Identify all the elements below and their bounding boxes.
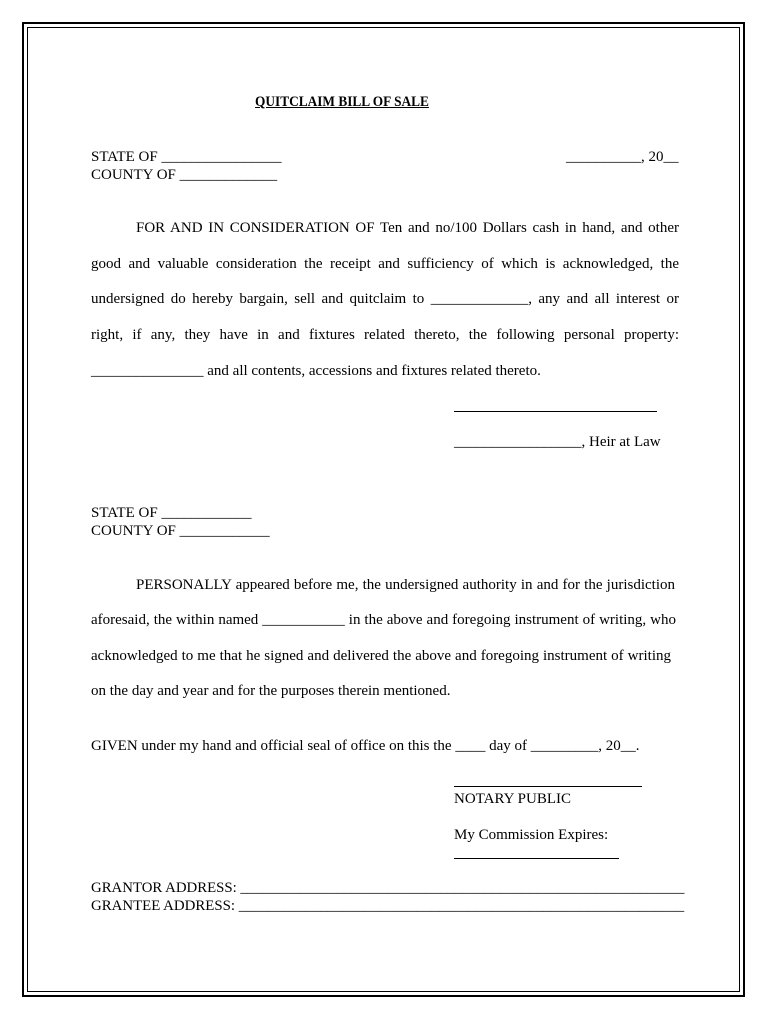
acknowledgment-line: aforesaid, the within named ___________ in the above and foregoing instrument of writing, who xyxy=(91,612,676,628)
given-clause: GIVEN under my hand and official seal of office on this the ____ day of _________, 20__. xyxy=(91,738,640,754)
acknowledgment-line: on the day and year and for the purposes therein mentioned. xyxy=(91,683,451,699)
commission-expires-line xyxy=(454,858,619,859)
acknowledgment-line: acknowledged to me that he signed and delivered the above and foregoing instrument of writing xyxy=(91,648,671,664)
county-field: COUNTY OF _____________ xyxy=(91,167,278,183)
acknowledgment-line: PERSONALLY appeared before me, the undersigned authority in and for the jurisdiction xyxy=(136,577,675,593)
heir-signature-label: _________________, Heir at Law xyxy=(454,434,661,450)
notary-signature-line xyxy=(454,786,642,787)
consideration-line: good and valuable consideration the receipt and sufficiency of which is acknowledged, the xyxy=(91,256,679,272)
grantee-address: GRANTEE ADDRESS: ____________________________________________________________ xyxy=(91,898,685,914)
consideration-line: undersigned do hereby bargain, sell and quitclaim to _____________, any and all interest or xyxy=(91,291,679,307)
commission-expires-label: My Commission Expires: xyxy=(454,827,609,843)
document-title: QUITCLAIM BILL OF SALE xyxy=(255,94,429,110)
date-field: __________, 20__ xyxy=(566,149,679,165)
ack-county-field: COUNTY OF ____________ xyxy=(91,523,270,539)
consideration-line: FOR AND IN CONSIDERATION OF Ten and no/100 Dollars cash in hand, and other xyxy=(136,220,679,236)
consideration-line: _______________ and all contents, accessions and fixtures related thereto. xyxy=(91,363,541,379)
notary-public-label: NOTARY PUBLIC xyxy=(454,791,572,807)
heir-signature-line xyxy=(454,411,657,412)
ack-state-field: STATE OF ____________ xyxy=(91,505,252,521)
grantor-address: GRANTOR ADDRESS: ____________________________________________________________ xyxy=(91,880,685,896)
consideration-line: right, if any, they have in and fixtures related thereto, the following personal property: xyxy=(91,327,679,343)
state-field: STATE OF ________________ xyxy=(91,149,282,165)
